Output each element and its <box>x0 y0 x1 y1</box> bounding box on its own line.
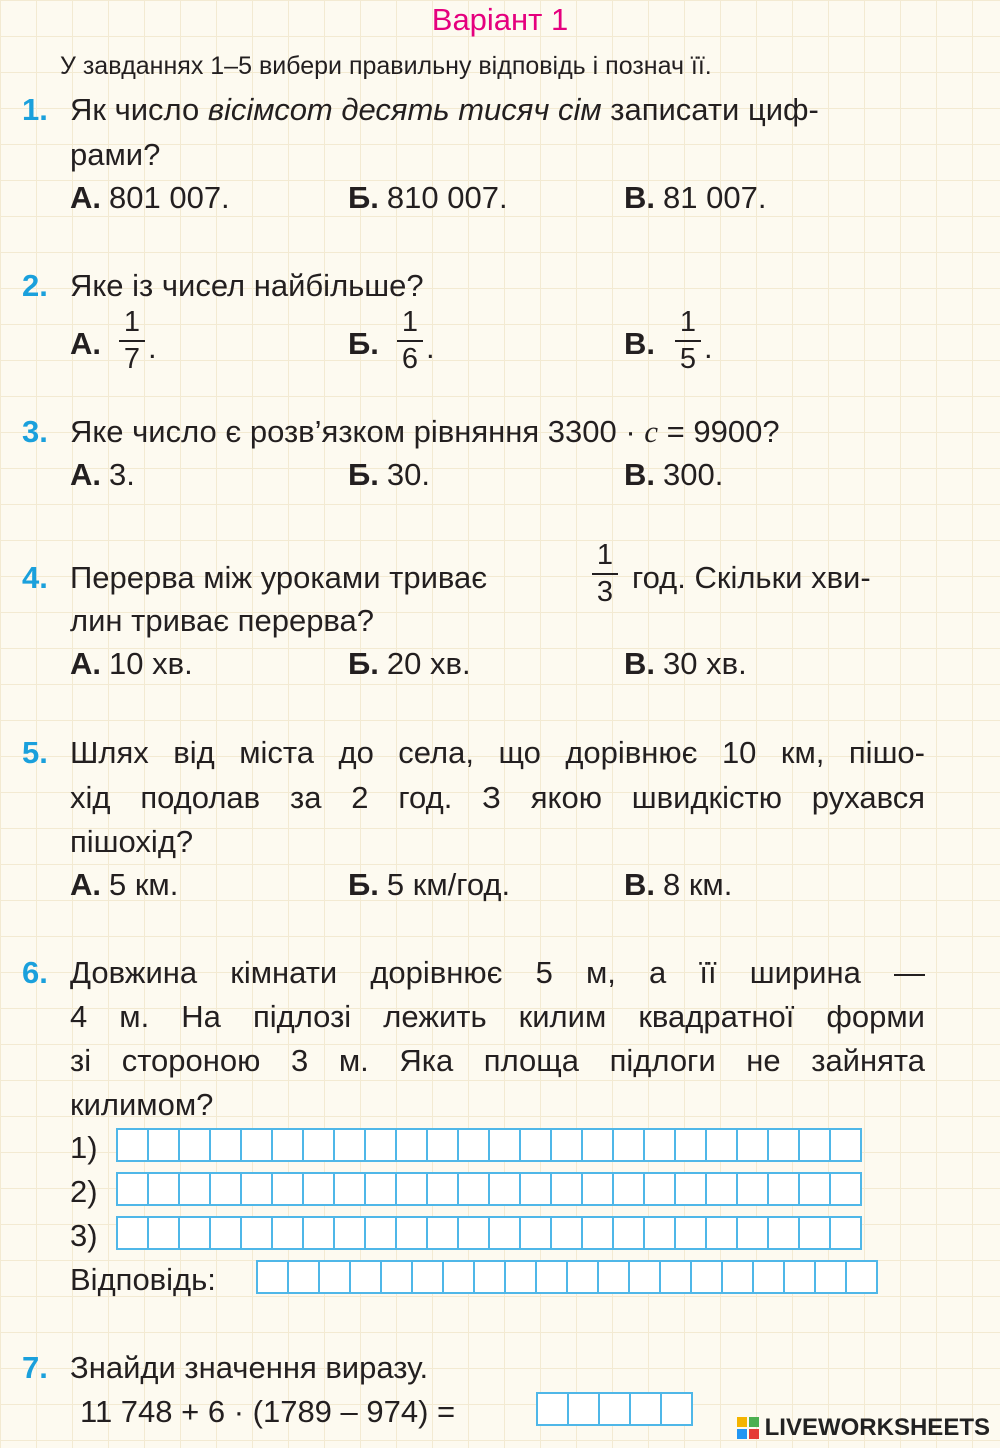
answer-cell[interactable] <box>318 1260 351 1294</box>
q6-step-3-answer-grid[interactable] <box>116 1216 862 1250</box>
answer-cell[interactable] <box>612 1172 645 1206</box>
answer-cell[interactable] <box>457 1216 490 1250</box>
answer-cell[interactable] <box>333 1128 366 1162</box>
answer-cell[interactable] <box>302 1172 335 1206</box>
answer-cell[interactable] <box>457 1172 490 1206</box>
answer-cell[interactable] <box>814 1260 847 1294</box>
q2-text: Яке із чисел найбільше? <box>70 268 424 303</box>
answer-cell[interactable] <box>660 1392 693 1426</box>
answer-cell[interactable] <box>364 1216 397 1250</box>
denominator: 7 <box>123 343 141 375</box>
q1-option-b[interactable]: Б. 810 007. <box>348 180 508 215</box>
answer-cell[interactable] <box>767 1172 800 1206</box>
q6-text-line4: килимом? <box>70 1087 214 1122</box>
answer-cell[interactable] <box>536 1392 569 1426</box>
answer-cell[interactable] <box>674 1216 707 1250</box>
instruction: У завданнях 1–5 вибери правильну відповідь і познач її. <box>60 52 712 80</box>
answer-cell[interactable] <box>504 1260 537 1294</box>
answer-cell[interactable] <box>457 1128 490 1162</box>
q2-option-a-letter[interactable]: А. <box>70 326 101 361</box>
answer-cell[interactable] <box>395 1128 428 1162</box>
q4-text-b: год. Скільки хви- <box>632 560 871 595</box>
q5-text-line1: Шлях від міста до села, що дорівнює 10 км, пішо- <box>70 735 925 770</box>
q2-option-b-dot: . <box>426 330 435 365</box>
q5-option-b[interactable]: Б. 5 км/год. <box>348 867 511 902</box>
fraction-bar <box>675 340 701 342</box>
liveworksheets-logo[interactable] <box>737 1414 990 1442</box>
answer-cell[interactable] <box>380 1260 413 1294</box>
q4-fraction <box>592 541 618 607</box>
q1-number: 1. <box>22 92 48 127</box>
q6-step-1-label: 1) <box>70 1130 98 1165</box>
answer-cell[interactable] <box>798 1128 831 1162</box>
answer-cell[interactable] <box>845 1260 878 1294</box>
answer-cell[interactable] <box>473 1260 506 1294</box>
q5-text-line3: пішохід? <box>70 824 194 859</box>
answer-cell[interactable] <box>349 1260 382 1294</box>
answer-cell[interactable] <box>395 1216 428 1250</box>
q3-option-c[interactable]: В. 300. <box>624 457 724 492</box>
answer-cell[interactable] <box>597 1260 630 1294</box>
answer-cell[interactable] <box>767 1216 800 1250</box>
q4-option-a[interactable]: А. 10 хв. <box>70 646 193 681</box>
q4-text-c: лин триває перерва? <box>70 603 375 638</box>
answer-cell[interactable] <box>829 1216 862 1250</box>
answer-cell[interactable] <box>674 1172 707 1206</box>
q5-number: 5. <box>22 735 48 770</box>
answer-cell[interactable] <box>736 1216 769 1250</box>
answer-cell[interactable] <box>690 1260 723 1294</box>
q5-option-a[interactable]: А. 5 км. <box>70 867 179 902</box>
q3-option-a[interactable]: А. 3. <box>70 457 135 492</box>
answer-cell[interactable] <box>612 1216 645 1250</box>
answer-cell[interactable] <box>519 1128 552 1162</box>
q7-text: Знайди значення виразу. <box>70 1350 429 1385</box>
answer-cell[interactable] <box>488 1216 521 1250</box>
answer-cell[interactable] <box>550 1216 583 1250</box>
answer-cell[interactable] <box>628 1260 661 1294</box>
denominator: 6 <box>401 343 419 375</box>
q2-option-c-letter[interactable]: В. <box>624 326 655 361</box>
answer-cell[interactable] <box>364 1172 397 1206</box>
answer-cell[interactable] <box>736 1172 769 1206</box>
answer-cell[interactable] <box>147 1128 180 1162</box>
answer-cell[interactable] <box>598 1392 631 1426</box>
q6-answer-label: Відповідь: <box>70 1262 216 1297</box>
answer-cell[interactable] <box>178 1216 211 1250</box>
answer-cell[interactable] <box>721 1260 754 1294</box>
answer-cell[interactable] <box>178 1128 211 1162</box>
answer-cell[interactable] <box>674 1128 707 1162</box>
q4-number: 4. <box>22 560 48 595</box>
answer-cell[interactable] <box>705 1216 738 1250</box>
answer-cell[interactable] <box>550 1172 583 1206</box>
answer-cell[interactable] <box>798 1172 831 1206</box>
answer-cell[interactable] <box>411 1260 444 1294</box>
answer-cell[interactable] <box>829 1128 862 1162</box>
q5-option-c[interactable]: В. 8 км. <box>624 867 733 902</box>
answer-cell[interactable] <box>783 1260 816 1294</box>
liveworksheets-logo-icon <box>737 1417 759 1439</box>
q6-step-3-label: 3) <box>70 1218 98 1253</box>
answer-cell[interactable] <box>287 1260 320 1294</box>
numerator: 1 <box>679 306 697 338</box>
answer-cell[interactable] <box>302 1128 335 1162</box>
q5-text-line2: хід подолав за 2 год. З якою швидкістю рухався <box>70 780 925 815</box>
answer-cell[interactable] <box>798 1216 831 1250</box>
q1-text-line2: рами? <box>70 137 161 172</box>
answer-cell[interactable] <box>426 1172 459 1206</box>
answer-cell[interactable] <box>643 1172 676 1206</box>
answer-cell[interactable] <box>426 1128 459 1162</box>
answer-cell[interactable] <box>752 1260 785 1294</box>
answer-cell[interactable] <box>395 1172 428 1206</box>
q2-option-a-dot: . <box>148 330 157 365</box>
answer-cell[interactable] <box>333 1172 366 1206</box>
answer-cell[interactable] <box>659 1260 692 1294</box>
answer-cell[interactable] <box>566 1260 599 1294</box>
answer-cell[interactable] <box>240 1216 273 1250</box>
answer-cell[interactable] <box>581 1128 614 1162</box>
numerator: 1 <box>596 539 614 571</box>
fraction-bar <box>397 340 423 342</box>
q7-expression: 11 748 + 6 · (1789 – 974) = <box>80 1394 456 1429</box>
q2-option-b-fraction[interactable] <box>397 308 423 374</box>
q1-option-a[interactable]: А. 801 007. <box>70 180 230 215</box>
answer-cell[interactable] <box>488 1172 521 1206</box>
answer-cell[interactable] <box>829 1172 862 1206</box>
answer-cell[interactable] <box>643 1216 676 1250</box>
numerator: 1 <box>123 306 141 338</box>
answer-cell[interactable] <box>442 1260 475 1294</box>
q7-number: 7. <box>22 1350 48 1385</box>
numerator: 1 <box>401 306 419 338</box>
answer-cell[interactable] <box>147 1216 180 1250</box>
answer-cell[interactable] <box>209 1128 242 1162</box>
q6-text-line1: Довжина кімнати дорівнює 5 м, а її ширина — <box>70 955 925 990</box>
q6-answer-grid[interactable] <box>256 1260 878 1294</box>
answer-cell[interactable] <box>705 1128 738 1162</box>
answer-cell[interactable] <box>256 1260 289 1294</box>
answer-cell[interactable] <box>364 1128 397 1162</box>
answer-cell[interactable] <box>643 1128 676 1162</box>
q6-text-line2: 4 м. На підлозі лежить килим квадратної форми <box>70 999 925 1034</box>
answer-cell[interactable] <box>147 1172 180 1206</box>
answer-cell[interactable] <box>240 1128 273 1162</box>
answer-cell[interactable] <box>736 1128 769 1162</box>
q6-step-2-label: 2) <box>70 1174 98 1209</box>
denominator: 3 <box>596 576 614 608</box>
answer-cell[interactable] <box>567 1392 600 1426</box>
answer-cell[interactable] <box>333 1216 366 1250</box>
q2-option-c-dot: . <box>704 330 713 365</box>
answer-cell[interactable] <box>209 1216 242 1250</box>
answer-cell[interactable] <box>767 1128 800 1162</box>
answer-cell[interactable] <box>535 1260 568 1294</box>
q4-option-b[interactable]: Б. 20 хв. <box>348 646 471 681</box>
answer-cell[interactable] <box>488 1128 521 1162</box>
answer-cell[interactable] <box>581 1216 614 1250</box>
q6-step-2-answer-grid[interactable] <box>116 1172 862 1206</box>
answer-cell[interactable] <box>426 1216 459 1250</box>
answer-cell[interactable] <box>271 1216 304 1250</box>
q3-option-b[interactable]: Б. 30. <box>348 457 431 492</box>
answer-cell[interactable] <box>209 1172 242 1206</box>
q2-option-a-fraction[interactable] <box>119 308 145 374</box>
answer-cell[interactable] <box>550 1128 583 1162</box>
denominator: 5 <box>679 343 697 375</box>
answer-cell[interactable] <box>581 1172 614 1206</box>
answer-cell[interactable] <box>116 1128 149 1162</box>
answer-cell[interactable] <box>271 1172 304 1206</box>
q2-option-c-fraction[interactable] <box>675 308 701 374</box>
answer-cell[interactable] <box>629 1392 662 1426</box>
liveworksheets-logo-text: LIVEWORKSHEETS <box>764 1414 990 1441</box>
q3-text: Яке число є розв’язком рівняння 3300 · c = 9900? <box>70 414 780 449</box>
q2-number: 2. <box>22 268 48 303</box>
answer-cell[interactable] <box>302 1216 335 1250</box>
q7-answer-grid[interactable] <box>536 1392 693 1426</box>
q4-option-c[interactable]: В. 30 хв. <box>624 646 747 681</box>
q6-step-1-answer-grid[interactable] <box>116 1128 862 1162</box>
q1-text-line1: Як число вісімсот десять тисяч сім записати циф- <box>70 92 819 127</box>
q4-text-a: Перерва між уроками триває <box>70 560 488 595</box>
answer-cell[interactable] <box>271 1128 304 1162</box>
q6-text-line3: зі стороною 3 м. Яка площа підлоги не зайнята <box>70 1043 925 1078</box>
answer-cell[interactable] <box>705 1172 738 1206</box>
answer-cell[interactable] <box>116 1172 149 1206</box>
q6-number: 6. <box>22 955 48 990</box>
answer-cell[interactable] <box>116 1216 149 1250</box>
answer-cell[interactable] <box>612 1128 645 1162</box>
answer-cell[interactable] <box>519 1172 552 1206</box>
answer-cell[interactable] <box>519 1216 552 1250</box>
page-title: Варіант 1 <box>431 2 569 37</box>
answer-cell[interactable] <box>178 1172 211 1206</box>
q1-option-c[interactable]: В. 81 007. <box>624 180 767 215</box>
q2-option-b-letter[interactable]: Б. <box>348 326 379 361</box>
q3-number: 3. <box>22 414 48 449</box>
fraction-bar <box>119 340 145 342</box>
fraction-bar <box>592 573 618 575</box>
answer-cell[interactable] <box>240 1172 273 1206</box>
